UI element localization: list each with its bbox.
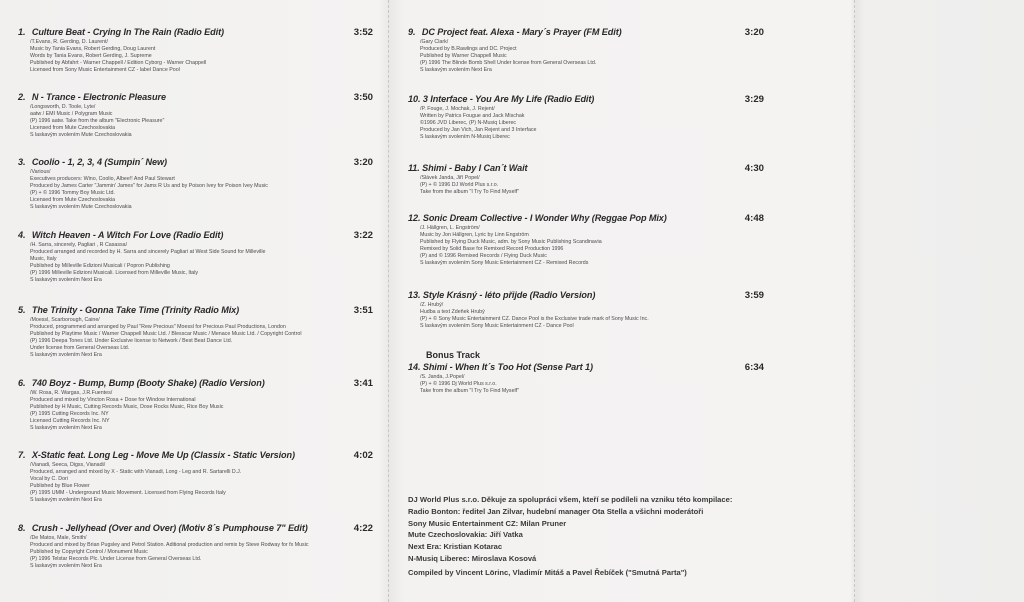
track-entry bbox=[408, 27, 764, 74]
credit-line: S laskavým svolením Next Era bbox=[30, 563, 102, 569]
credit-line: /P. Fouge, J. Mochak, J. Rejent/ bbox=[420, 106, 495, 112]
track-title bbox=[408, 94, 594, 105]
track-header bbox=[18, 305, 373, 316]
bonus-track-heading: Bonus Track bbox=[426, 350, 481, 360]
credit-line: Produced and mixed by Vincton Rosa + Dose for Window International bbox=[30, 397, 196, 403]
track-credits bbox=[30, 39, 373, 74]
credit-line: ©1996 JVD Liberec, (P) N-Musiq Liberec bbox=[420, 120, 517, 126]
credit-line: Published by Playtime Music / Warner Chappell Music Ltd. / Blesscar Music / Menace Music Ltd. / Copyright Control bbox=[30, 331, 302, 337]
track-title-text: N - Trance - Electronic Pleasure bbox=[31, 92, 166, 103]
track-title bbox=[408, 27, 622, 38]
track-title bbox=[18, 27, 224, 38]
credit-line: Music, Italy bbox=[30, 256, 57, 262]
fold-line bbox=[388, 0, 390, 602]
track-credits bbox=[420, 175, 764, 196]
track-number: 1. bbox=[18, 27, 26, 38]
credit-line: Published by Warner Chappell Music bbox=[420, 53, 507, 59]
credit-line: S laskavým svolením Mute Czechoslovakia bbox=[30, 204, 132, 210]
track-entry bbox=[18, 92, 373, 139]
track-entry bbox=[408, 213, 764, 267]
credit-line: /Moessl, Scarborough, Caine/ bbox=[30, 317, 100, 323]
credit-line: /S. Janda, J.Popel/ bbox=[420, 374, 465, 380]
credit-line: Produced by B.Rawlings and DC. Project bbox=[420, 46, 517, 52]
credit-line: /Gary Clark/ bbox=[420, 39, 449, 45]
credit-line: (P) + © Sony Music Entertainment CZ. Dance Pool is the Exclusive trade mark of Sony Music Inc. bbox=[420, 316, 649, 322]
fold-line bbox=[854, 0, 856, 602]
track-duration: 3:29 bbox=[744, 94, 764, 105]
thanks-line: Radio Bonton: ředitel Jan Zilvar, hudební manager Ota Stella a všichni moderátoři bbox=[408, 506, 704, 516]
track-header bbox=[408, 94, 764, 105]
track-header bbox=[18, 92, 373, 103]
track-title-text: Crush - Jellyhead (Over and Over) (Motiv 8´s Pumphouse 7" Edit) bbox=[31, 523, 308, 534]
credit-line: Licensed from Sony Music Entertainment CZ - label Dance Pool bbox=[30, 67, 180, 73]
track-entry bbox=[18, 27, 373, 74]
track-entry bbox=[408, 94, 764, 141]
credit-line: /Z. Hrubý/ bbox=[420, 302, 444, 308]
credit-line: /De Matos, Male, Smith/ bbox=[30, 535, 87, 541]
track-header bbox=[408, 290, 764, 301]
credit-line: Hudba a text Zdeňek Hrubý bbox=[420, 309, 485, 315]
credit-line: Music by Jon Hällgren, Lyric by Linn Engström bbox=[420, 232, 529, 238]
credit-line: /Longsworth, D. Toole, Lyte/ bbox=[30, 104, 96, 110]
track-entry bbox=[408, 290, 764, 330]
credit-line: (P) 1996 aatw. Take from the album "Electronic Pleasure" bbox=[30, 118, 165, 124]
track-duration: 4:02 bbox=[353, 450, 373, 461]
track-credits bbox=[420, 374, 764, 395]
track-entry bbox=[18, 450, 373, 504]
credit-line: Remixed by Solid Base for Remixed Record Production 1996 bbox=[420, 246, 564, 252]
credit-line: Produced, programmed and arranged by Paul "Rew Precious" Moessl for Precious Paul Productions, London bbox=[30, 324, 286, 330]
credit-line: /H. Sarra, sincerely, Pagliari , R Casassa/ bbox=[30, 242, 128, 248]
credit-line: Published by Copyright Control / Monument Music bbox=[30, 549, 148, 555]
track-title bbox=[18, 450, 295, 461]
credits-block bbox=[408, 494, 788, 565]
credit-line: aatw / EMI Music / Polygram Music bbox=[30, 111, 113, 117]
track-title-text: 3 Interface - You Are My Life (Radio Edit) bbox=[422, 94, 595, 105]
track-duration: 4:48 bbox=[744, 213, 764, 224]
track-duration: 3:50 bbox=[353, 92, 373, 103]
track-credits bbox=[30, 242, 373, 284]
credit-line: /Vianadi, Seeca, Digss, Vianadi/ bbox=[30, 462, 106, 468]
credit-line: Take from the album "I Try To Find Myself" bbox=[420, 388, 520, 394]
track-credits bbox=[420, 225, 764, 267]
credit-line: S laskavým svolením Next Era bbox=[420, 67, 492, 73]
track-number: 2. bbox=[18, 92, 26, 103]
track-header bbox=[18, 157, 373, 168]
track-entry bbox=[18, 378, 373, 432]
track-number: 14. bbox=[408, 362, 421, 373]
credit-line: Published by H Music, Cutting Records Music, Dose Rocks Music, Rice Boy Music bbox=[30, 404, 224, 410]
credit-line: Produced by James Carter "Jammin' James" for Jams R Us and by Poison Ivey for Poison Ivey Music bbox=[30, 183, 268, 189]
track-title-text: Shimi - When It´s Too Hot (Sense Part 1) bbox=[422, 362, 593, 373]
track-title-text: 740 Boyz - Bump, Bump (Booty Shake) (Radio Version) bbox=[31, 378, 265, 389]
track-title-text: The Trinity - Gonna Take Time (Trinity Radio Mix) bbox=[31, 305, 240, 316]
credit-line: (P) + © 1996 DJ World Plus s.r.o. bbox=[420, 182, 499, 188]
credit-line: Published by Abfahrt - Warner Chappell / Edition Cyborg - Warner Chappell bbox=[30, 60, 207, 66]
track-number: 5. bbox=[18, 305, 26, 316]
credit-line: /Various/ bbox=[30, 169, 51, 175]
track-header bbox=[18, 27, 373, 38]
credit-line: Executives producers: Wino, Coolio, Albee!! And Paul Stewart bbox=[30, 176, 175, 182]
track-duration: 4:22 bbox=[353, 523, 373, 534]
credit-line: (P) 1996 Milleville Edizioni Musicali. Licensed from Milleville Music, Italy bbox=[30, 270, 199, 276]
track-entry bbox=[18, 305, 373, 359]
track-duration: 3:22 bbox=[353, 230, 373, 241]
credit-line: Licensed from Mute Czechoslovakia bbox=[30, 125, 116, 131]
track-title bbox=[18, 305, 239, 316]
track-entry bbox=[18, 157, 373, 211]
compiled-by: Compiled by Vincent Lörinc, Vladimír Mitáš a Pavel Řebíček ("Smutná Parta") bbox=[408, 568, 687, 577]
credit-line: Produced and mixed by Brian Pugsley and Petrol Station. Aditional production and remix by Steve Rodway for fx Music bbox=[30, 542, 309, 548]
track-header bbox=[408, 362, 764, 373]
track-title-text: Sonic Dream Collective - I Wonder Why (Reggae Pop Mix) bbox=[422, 213, 667, 224]
track-title-text: Shimi - Baby I Can´t Wait bbox=[422, 163, 528, 174]
credit-line: S laskavým svolením Next Era bbox=[30, 352, 102, 358]
track-title bbox=[18, 523, 308, 534]
thanks-line: Next Era: Kristian Kotarac bbox=[408, 542, 503, 552]
credit-line: S laskavým svolením N-Musiq Liberec bbox=[420, 134, 510, 140]
credit-line: (P) 1995 UMM - Underground Music Movement. Licensed from Flying Records Italy bbox=[30, 490, 226, 496]
track-credits bbox=[420, 302, 764, 330]
credit-line: Words by Tania Evans, Robert Gerding, J. Supreme bbox=[30, 53, 152, 59]
track-credits bbox=[30, 390, 373, 432]
track-credits bbox=[30, 462, 373, 504]
track-credits bbox=[30, 104, 373, 139]
track-header bbox=[18, 230, 373, 241]
track-entry bbox=[18, 230, 373, 284]
credit-line: Written by Patrics Fougue and Jack Mischak bbox=[420, 113, 525, 119]
credit-line: Take from the album "I Try To Find Myself" bbox=[420, 189, 520, 195]
thanks-line: DJ World Plus s.r.o. Děkuje za spolupráci všem, kteří se podíleli na vzniku této kompilace: bbox=[408, 495, 733, 504]
track-number: 6. bbox=[18, 378, 26, 389]
track-credits bbox=[30, 535, 373, 570]
track-duration: 6:34 bbox=[744, 362, 764, 373]
credit-line: Licensed Cutting Records Inc. NY bbox=[30, 418, 110, 424]
credit-line: Published by Blue Flower bbox=[30, 483, 90, 489]
track-number: 4. bbox=[18, 230, 26, 241]
track-header bbox=[408, 163, 764, 174]
credit-line: (P) 1996 The Blinde Bomb Shell Under license from General Overseas Ltd. bbox=[420, 60, 597, 66]
track-entry bbox=[408, 163, 764, 196]
track-number: 10. bbox=[408, 94, 421, 105]
track-title bbox=[18, 230, 223, 241]
credit-line: (P) and © 1996 Remixed Records / Flying Duck Music bbox=[420, 253, 547, 259]
track-duration: 3:20 bbox=[353, 157, 373, 168]
track-number: 12. bbox=[408, 213, 421, 224]
track-number: 11. bbox=[408, 163, 420, 174]
track-title-text: Coolio - 1, 2, 3, 4 (Sumpin´ New) bbox=[31, 157, 167, 168]
track-credits bbox=[30, 169, 373, 211]
track-number: 3. bbox=[18, 157, 26, 168]
track-credits bbox=[420, 39, 764, 74]
credit-line: /Slávek Janda, Jiří Popel/ bbox=[420, 175, 480, 181]
track-title-text: Style Krásný - léto přijde (Radio Version) bbox=[422, 290, 596, 301]
track-title bbox=[408, 362, 593, 373]
credit-line: Produced arranged and recorded by H. Sarra and sincerely Pagliari at West Side Sound for Milleville bbox=[30, 249, 266, 255]
track-duration: 4:30 bbox=[744, 163, 764, 174]
track-duration: 3:59 bbox=[744, 290, 764, 301]
track-title bbox=[18, 92, 166, 103]
track-header bbox=[18, 450, 373, 461]
track-header bbox=[408, 213, 764, 224]
credit-line: (P) 1996 Deepa Tones Ltd. Under Exclusive license to Network / Best Beat Dance Ltd. bbox=[30, 338, 233, 344]
track-title bbox=[18, 378, 265, 389]
track-number: 13. bbox=[408, 290, 421, 301]
track-entry bbox=[18, 523, 373, 570]
track-credits bbox=[30, 317, 373, 359]
credit-line: Under license from General Overseas Ltd. bbox=[30, 345, 130, 351]
credit-line: (P) 1995 Cutting Records Inc. NY bbox=[30, 411, 109, 417]
credit-line: Published by Milleville Edizioni Musicali / Popron Publishing bbox=[30, 263, 170, 269]
credit-line: (P) + © 1996 Dj World Plus s.r.o. bbox=[420, 381, 497, 387]
thanks-line: Sony Music Entertainment CZ: Milan Pruner bbox=[408, 518, 567, 528]
track-header bbox=[408, 27, 764, 38]
credit-line: S laskavým svolením Next Era bbox=[30, 497, 102, 503]
track-duration: 3:41 bbox=[353, 378, 373, 389]
credit-line: S laskavým svolením Sony Music Entertainment CZ - Remixed Records bbox=[420, 260, 589, 266]
credit-line: Licensed from Mute Czechoslovakia bbox=[30, 197, 116, 203]
track-title-text: X-Static feat. Long Leg - Move Me Up (Classix - Static Version) bbox=[31, 450, 295, 461]
credit-line: Vocal by C. Dori bbox=[30, 476, 68, 482]
credit-line: /W. Rosa, R. Wargas, J.R.Fuentes/ bbox=[30, 390, 113, 396]
track-title-text: Culture Beat - Crying In The Rain (Radio Edit) bbox=[31, 27, 224, 38]
track-title bbox=[408, 290, 595, 301]
credit-line: (P) + © 1996 Tommy Boy Music Ltd. bbox=[30, 190, 115, 196]
track-duration: 3:52 bbox=[353, 27, 373, 38]
credit-line: Produced by Jan Vich, Jan Rejent and 3 Interface bbox=[420, 127, 537, 133]
credit-line: S laskavým svolením Next Era bbox=[30, 277, 102, 283]
track-entry bbox=[408, 362, 764, 395]
track-number: 7. bbox=[18, 450, 26, 461]
track-header bbox=[18, 378, 373, 389]
thanks-line: Mute Czechoslovakia: Jiří Vatka bbox=[408, 530, 523, 540]
thanks-line: N-Musiq Liberec: Miroslava Kosová bbox=[408, 553, 537, 563]
credit-line: Produced, arranged and mixed by X - Static with Vianadi, Long - Leg and R. Sartarelli D.J. bbox=[30, 469, 242, 475]
track-title-text: Witch Heaven - A Witch For Love (Radio Edit) bbox=[31, 230, 224, 241]
credit-line: /J. Hällgren, L. Engström/ bbox=[420, 225, 480, 231]
track-number: 8. bbox=[18, 523, 26, 534]
track-title bbox=[408, 213, 667, 224]
credit-line: S laskavým svolením Next Era bbox=[30, 425, 102, 431]
credit-line: S laskavým svolením Sony Music Entertainment CZ - Dance Pool bbox=[420, 323, 574, 329]
credit-line: S laskavým svolením Mute Czechoslovakia bbox=[30, 132, 132, 138]
credit-line: Music by Tania Evans, Robert Gerding, Doug Laurent bbox=[30, 46, 156, 52]
credit-line: /T.Evans, R. Gerding, D. Laurent/ bbox=[30, 39, 109, 45]
track-number: 9. bbox=[408, 27, 416, 38]
track-duration: 3:51 bbox=[353, 305, 373, 316]
track-header bbox=[18, 523, 373, 534]
credit-line: Published by Flying Duck Music, adm. by Sony Music Publishing Scandinavia bbox=[420, 239, 602, 245]
track-credits bbox=[420, 106, 764, 141]
track-duration: 3:20 bbox=[744, 27, 764, 38]
track-title bbox=[408, 163, 527, 174]
credit-line: (P) 1996 Telstar Records Plc. Under License from General Overseas Ltd. bbox=[30, 556, 202, 562]
track-title-text: DC Project feat. Alexa - Mary´s Prayer (FM Edit) bbox=[421, 27, 622, 38]
track-title bbox=[18, 157, 167, 168]
